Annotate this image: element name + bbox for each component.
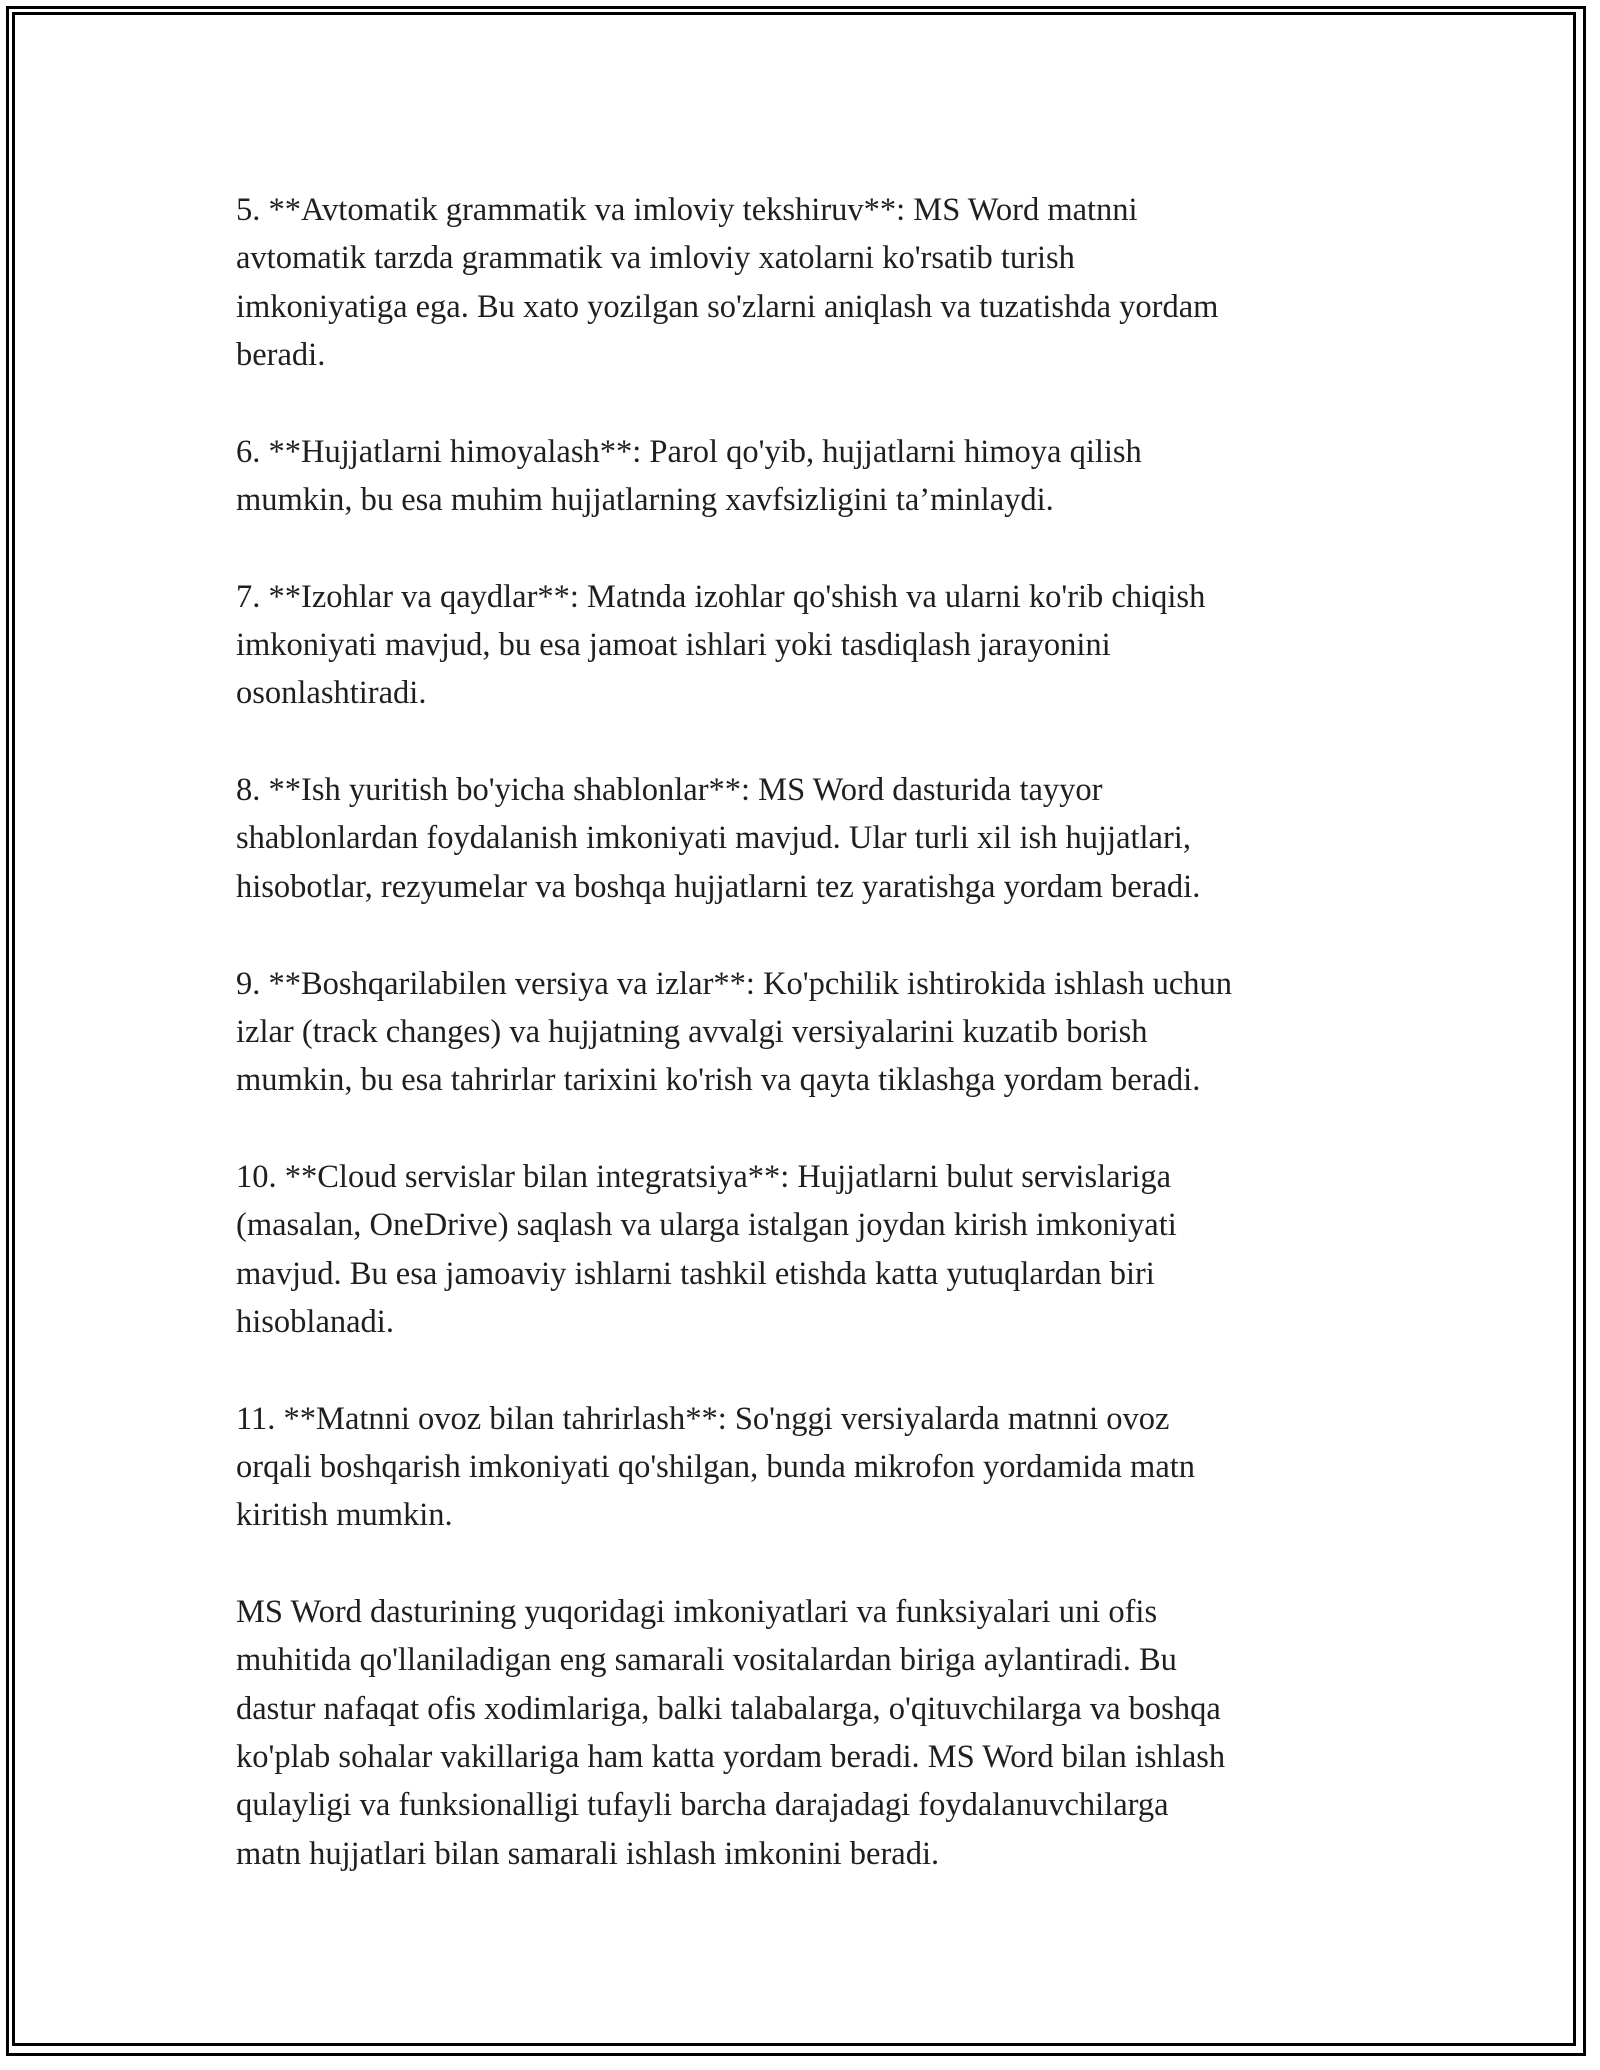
paragraph-track-changes: 9. **Boshqarilabilen versiya va izlar**: Ko'pchilik ishtirokida ishlash uchun izlar (track changes) va hujjatning avvalgi versiyalarini kuzatib borish mumkin, bu esa tahrirlar tarixini ko'rish va qayta tiklashga yordam beradi. — [236, 965, 1233, 1099]
paragraph-document-protection: 6. **Hujjatlarni himoyalash**: Parol qo'yib, hujjatlarni himoya qilish mumkin, bu esa muhim hujjatlarning xavfsizligini ta’minlaydi. — [236, 433, 1142, 518]
paragraph-comments: 7. **Izohlar va qaydlar**: Matnda izohlar qo'shish va ularni ko'rib chiqish imkoniyati mavjud, bu esa jamoat ishlari yoki tasdiqlash jarayonini osonlashtiradi. — [236, 578, 1206, 712]
paragraph-templates: 8. **Ish yuritish bo'yicha shablonlar**: MS Word dasturida tayyor shablonlardan foydalanish imkoniyati mavjud. Ular turli xil ish hujjatlari, hisobotlar, rezyumelar va boshqa hujjatlarni tez yaratishga yordam beradi. — [236, 772, 1201, 905]
paragraph-voice-editing: 11. **Matnni ovoz bilan tahrirlash**: So'nggi versiyalarda matnni ovoz orqali boshqarish imkoniyati qo'shilgan, bunda mikrofon yordamida matn kiritish mumkin. — [236, 1400, 1196, 1534]
document-body — [236, 186, 1376, 1926]
paragraph-grammar-check: 5. **Avtomatik grammatik va imloviy tekshiruv**: MS Word matnni avtomatik tarzda grammatik va imloviy xatolarni ko'rsatib turish imkoniyatiga ega. Bu xato yozilgan so'zlarni aniqlash va tuzatishda yordam beradi. — [236, 192, 1219, 373]
paragraph-conclusion: MS Word dasturining yuqoridagi imkoniyatlari va funksiyalari uni ofis muhitida qo'llaniladigan eng samarali vositalardan biriga aylantiradi. Bu dastur nafaqat ofis xodimlariga, balki talabalarga, o'qituvchilarga va boshqa ko'plab sohalar vakillariga ham katta yordam beradi. MS Word bilan ishlash qulayligi va funksionalligi tufayli barcha darajadagi foydalanuvchilarga matn hujjatlari bilan samarali ishlash imkonini beradi. — [236, 1594, 1226, 1872]
paragraph-cloud-integration: 10. **Cloud servislar bilan integratsiya**: Hujjatlarni bulut servislariga (masalan, OneDrive) saqlash va ularga istalgan joydan kirish imkoniyati mavjud. Bu esa jamoaviy ishlarni tashkil etishda katta yutuqlardan biri hisoblanadi. — [236, 1158, 1177, 1340]
